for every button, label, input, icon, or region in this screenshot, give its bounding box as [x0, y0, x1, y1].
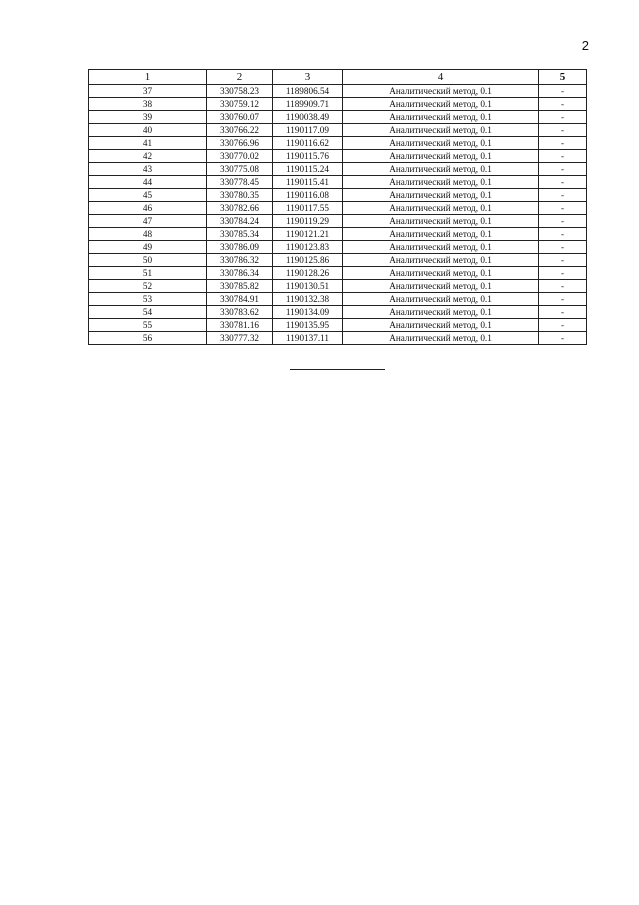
point-number-cell: 48 — [89, 228, 207, 241]
point-number-cell: 49 — [89, 241, 207, 254]
point-number-cell: 56 — [89, 332, 207, 345]
point-number-cell: 41 — [89, 137, 207, 150]
method-cell: Аналитический метод, 0.1 — [343, 150, 539, 163]
note-cell: - — [539, 163, 587, 176]
method-cell: Аналитический метод, 0.1 — [343, 280, 539, 293]
method-cell: Аналитический метод, 0.1 — [343, 319, 539, 332]
method-cell: Аналитический метод, 0.1 — [343, 332, 539, 345]
x-coordinate-cell: 330782.66 — [207, 202, 273, 215]
column-header: 2 — [207, 70, 273, 85]
y-coordinate-cell: 1190130.51 — [273, 280, 343, 293]
y-coordinate-cell: 1190119.29 — [273, 215, 343, 228]
note-cell: - — [539, 228, 587, 241]
method-cell: Аналитический метод, 0.1 — [343, 124, 539, 137]
table-row — [89, 111, 587, 124]
x-coordinate-cell: 330781.16 — [207, 319, 273, 332]
note-cell: - — [539, 176, 587, 189]
method-cell: Аналитический метод, 0.1 — [343, 98, 539, 111]
point-number-cell: 47 — [89, 215, 207, 228]
x-coordinate-cell: 330758.23 — [207, 85, 273, 98]
note-cell: - — [539, 280, 587, 293]
table-row — [89, 306, 587, 319]
y-coordinate-cell: 1190116.08 — [273, 189, 343, 202]
method-cell: Аналитический метод, 0.1 — [343, 306, 539, 319]
note-cell: - — [539, 293, 587, 306]
note-cell: - — [539, 254, 587, 267]
y-coordinate-cell: 1190135.95 — [273, 319, 343, 332]
point-number-cell: 45 — [89, 189, 207, 202]
table-row — [89, 254, 587, 267]
point-number-cell: 38 — [89, 98, 207, 111]
x-coordinate-cell: 330784.91 — [207, 293, 273, 306]
note-cell: - — [539, 202, 587, 215]
x-coordinate-cell: 330786.32 — [207, 254, 273, 267]
y-coordinate-cell: 1189806.54 — [273, 85, 343, 98]
x-coordinate-cell: 330770.02 — [207, 150, 273, 163]
table-body — [89, 85, 587, 345]
point-number-cell: 37 — [89, 85, 207, 98]
y-coordinate-cell: 1190115.76 — [273, 150, 343, 163]
table-row — [89, 332, 587, 345]
note-cell: - — [539, 215, 587, 228]
page-number: 2 — [581, 38, 589, 53]
y-coordinate-cell: 1190116.62 — [273, 137, 343, 150]
point-number-cell: 53 — [89, 293, 207, 306]
point-number-cell: 40 — [89, 124, 207, 137]
table-row — [89, 85, 587, 98]
y-coordinate-cell: 1190115.41 — [273, 176, 343, 189]
y-coordinate-cell: 1190123.83 — [273, 241, 343, 254]
y-coordinate-cell: 1190117.55 — [273, 202, 343, 215]
note-cell: - — [539, 150, 587, 163]
point-number-cell: 43 — [89, 163, 207, 176]
table-row — [89, 267, 587, 280]
note-cell: - — [539, 267, 587, 280]
y-coordinate-cell: 1190121.21 — [273, 228, 343, 241]
method-cell: Аналитический метод, 0.1 — [343, 215, 539, 228]
x-coordinate-cell: 330785.34 — [207, 228, 273, 241]
y-coordinate-cell: 1190134.09 — [273, 306, 343, 319]
x-coordinate-cell: 330785.82 — [207, 280, 273, 293]
point-number-cell: 54 — [89, 306, 207, 319]
y-coordinate-cell: 1190128.26 — [273, 267, 343, 280]
method-cell: Аналитический метод, 0.1 — [343, 293, 539, 306]
point-number-cell: 42 — [89, 150, 207, 163]
table-row — [89, 241, 587, 254]
method-cell: Аналитический метод, 0.1 — [343, 254, 539, 267]
table-row — [89, 202, 587, 215]
point-number-cell: 55 — [89, 319, 207, 332]
table-row — [89, 163, 587, 176]
point-number-cell: 50 — [89, 254, 207, 267]
y-coordinate-cell: 1190115.24 — [273, 163, 343, 176]
column-header: 5 — [539, 70, 587, 85]
y-coordinate-cell: 1190038.49 — [273, 111, 343, 124]
point-number-cell: 52 — [89, 280, 207, 293]
note-cell: - — [539, 306, 587, 319]
table-row — [89, 189, 587, 202]
x-coordinate-cell: 330777.32 — [207, 332, 273, 345]
method-cell: Аналитический метод, 0.1 — [343, 137, 539, 150]
point-number-cell: 51 — [89, 267, 207, 280]
note-cell: - — [539, 241, 587, 254]
x-coordinate-cell: 330760.07 — [207, 111, 273, 124]
note-cell: - — [539, 85, 587, 98]
table-row — [89, 98, 587, 111]
method-cell: Аналитический метод, 0.1 — [343, 228, 539, 241]
y-coordinate-cell: 1190125.86 — [273, 254, 343, 267]
table-row — [89, 176, 587, 189]
point-number-cell: 46 — [89, 202, 207, 215]
x-coordinate-cell: 330778.45 — [207, 176, 273, 189]
y-coordinate-cell: 1189909.71 — [273, 98, 343, 111]
table-row — [89, 137, 587, 150]
table-row — [89, 124, 587, 137]
method-cell: Аналитический метод, 0.1 — [343, 267, 539, 280]
note-cell: - — [539, 332, 587, 345]
method-cell: Аналитический метод, 0.1 — [343, 202, 539, 215]
note-cell: - — [539, 189, 587, 202]
method-cell: Аналитический метод, 0.1 — [343, 163, 539, 176]
note-cell: - — [539, 124, 587, 137]
x-coordinate-cell: 330786.09 — [207, 241, 273, 254]
column-header: 4 — [343, 70, 539, 85]
table-row — [89, 293, 587, 306]
method-cell: Аналитический метод, 0.1 — [343, 241, 539, 254]
x-coordinate-cell: 330780.35 — [207, 189, 273, 202]
point-number-cell: 39 — [89, 111, 207, 124]
x-coordinate-cell: 330784.24 — [207, 215, 273, 228]
note-cell: - — [539, 319, 587, 332]
table-row — [89, 228, 587, 241]
x-coordinate-cell: 330766.96 — [207, 137, 273, 150]
table-row — [89, 215, 587, 228]
y-coordinate-cell: 1190132.38 — [273, 293, 343, 306]
method-cell: Аналитический метод, 0.1 — [343, 85, 539, 98]
x-coordinate-cell: 330775.08 — [207, 163, 273, 176]
table-row — [89, 280, 587, 293]
table-header-row — [89, 70, 587, 85]
column-header: 3 — [273, 70, 343, 85]
note-cell: - — [539, 137, 587, 150]
x-coordinate-cell: 330783.62 — [207, 306, 273, 319]
divider-line — [290, 369, 385, 370]
method-cell: Аналитический метод, 0.1 — [343, 111, 539, 124]
coordinates-table — [88, 69, 587, 345]
x-coordinate-cell: 330786.34 — [207, 267, 273, 280]
y-coordinate-cell: 1190117.09 — [273, 124, 343, 137]
method-cell: Аналитический метод, 0.1 — [343, 176, 539, 189]
method-cell: Аналитический метод, 0.1 — [343, 189, 539, 202]
note-cell: - — [539, 98, 587, 111]
note-cell: - — [539, 111, 587, 124]
table-row — [89, 150, 587, 163]
x-coordinate-cell: 330759.12 — [207, 98, 273, 111]
x-coordinate-cell: 330766.22 — [207, 124, 273, 137]
column-header: 1 — [89, 70, 207, 85]
y-coordinate-cell: 1190137.11 — [273, 332, 343, 345]
point-number-cell: 44 — [89, 176, 207, 189]
table-row — [89, 319, 587, 332]
